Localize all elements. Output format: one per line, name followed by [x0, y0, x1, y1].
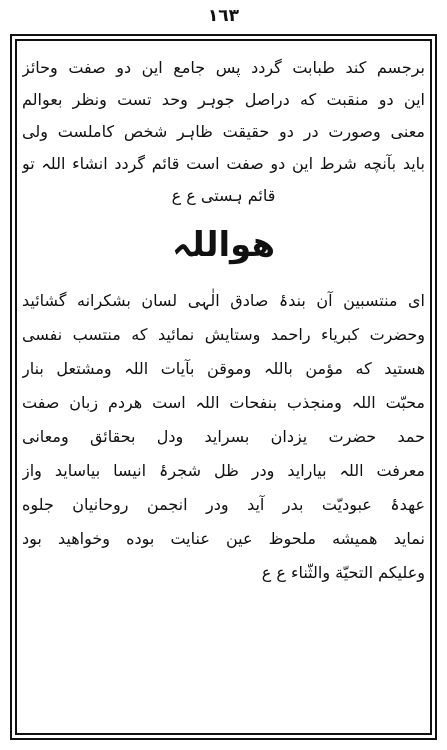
- text-line: این دو منقبت که دراصل جوہر وحد تست ونظر بعوالم: [22, 90, 425, 109]
- text-line: حمد حضرت یزدان بسراید ودل بحقائق ومعانی: [22, 427, 425, 446]
- text-line: باید بآنچه شرط این دو صفت است قائم گردد انشاء اللہ تو: [22, 154, 425, 173]
- section-one: [22, 52, 425, 212]
- text-line: ای منتسبین آن بندۂ صادق الٰہی لسان بشکرانه گشائید: [22, 291, 425, 310]
- text-line: معرفت اللہ بیاراید ودر ظل شجرۂ انیسا بیاساید واز: [22, 461, 425, 480]
- text-line: وحضرت کبریاء راحمد وستایش نمائید که منتسب نفسی: [22, 325, 425, 344]
- text-line: عهدۂ عبودیّت بدر آید ودر انجمن روحانیان جلوه: [22, 495, 425, 514]
- section-two: [22, 284, 425, 590]
- calligraphic-heading: ھواللہ: [171, 225, 276, 265]
- text-line-closing: وعلیکم التحیّة والثّناء ع ع: [261, 563, 425, 582]
- text-line: محبّت اللہ ومنجذب بنفحات اللہ است هردم زبان صفت: [22, 393, 425, 412]
- text-line: هستید که مؤمن باللہ وموقن بآیات اللہ ومشتعل بنار: [22, 359, 425, 378]
- text-line-signature: قائم ہستی ع ع: [171, 186, 276, 205]
- text-line: نماید همیشه ملحوظ عین عنایت بوده وخواهید بود: [22, 529, 425, 548]
- text-line: برجسم کند طبابت گردد پس جامع این دو صفت وحائز: [22, 58, 425, 77]
- text-line: معنی وصورت در دو حقیقت ظاہر شخص کاملست ولی: [22, 122, 425, 141]
- page-number: ١٦٣: [207, 6, 240, 26]
- page-content: [22, 52, 425, 590]
